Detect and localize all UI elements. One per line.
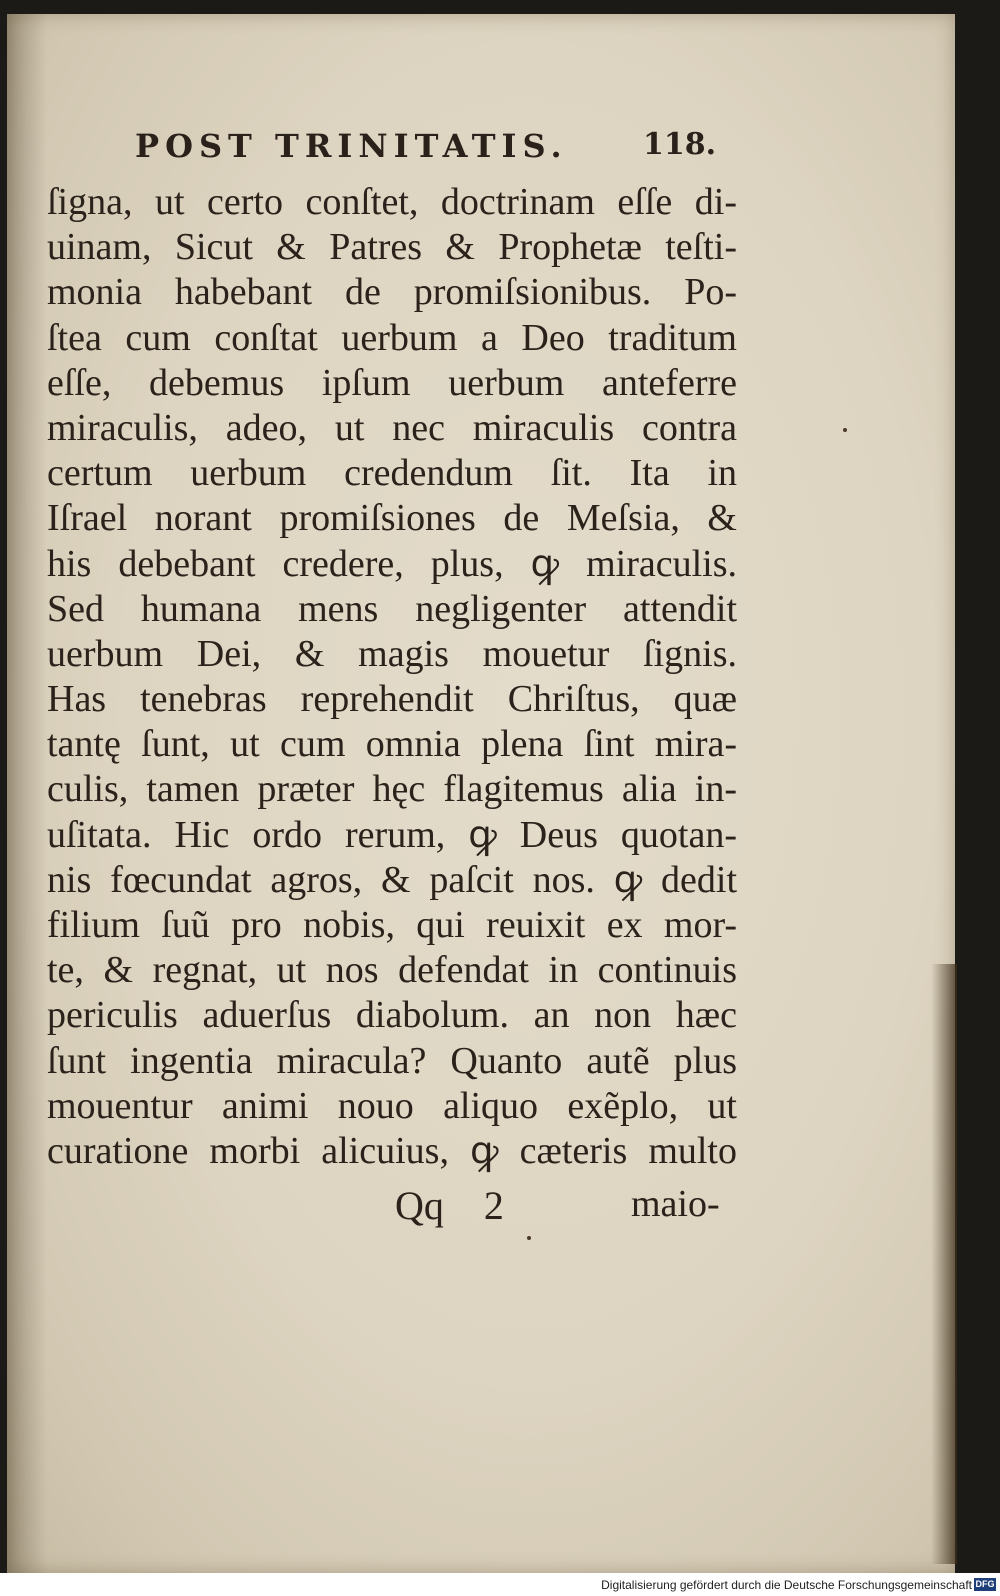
- edge-stain: [931, 964, 957, 1564]
- text-line: uſitata. Hic ordo rerum, ꝙ Deus quotan-: [47, 813, 737, 856]
- text-line: ſunt ingentia miracula? Quanto autẽ plus: [47, 1039, 737, 1082]
- dfg-logo: DFG: [975, 1579, 995, 1589]
- digitization-credit: Digitalisierung gefördert durch die Deutsche Forschungsgemeinschaft: [601, 1578, 972, 1592]
- text-line: filium ſuũ pro nobis, qui reuixit ex mor-: [47, 904, 737, 946]
- text-line: Sed humana mens negligenter attendit: [47, 587, 737, 630]
- text-line: mouentur animi nouo aliquo exẽplo, ut: [47, 1084, 737, 1127]
- text-line: culis, tamen præter hęc flagitemus alia in-: [47, 768, 737, 811]
- text-line: te, & regnat, ut nos defendat in continuis: [47, 949, 737, 992]
- book-page: [7, 14, 955, 1573]
- text-line: his debebant credere, plus, ꝙ miraculis.: [47, 542, 737, 585]
- text-line: monia habebant de promiſsionibus. Po-: [47, 271, 737, 314]
- text-line: certum uerbum credendum ſit. Ita in: [47, 452, 737, 495]
- text-line: Iſrael norant promiſsiones de Meſsia, &: [47, 497, 737, 540]
- text-line: tantę ſunt, ut cum omnia plena ſint mira-: [47, 723, 737, 766]
- folio-number: 118.: [643, 127, 717, 162]
- text-line: uinam, Sicut & Patres & Prophetæ teſti-: [47, 226, 737, 269]
- ink-speck: [843, 428, 847, 432]
- text-line: curatione morbi alicuius, ꝙ cæteris multo: [47, 1129, 737, 1172]
- text-line: eſſe, debemus ipſum uerbum anteferre: [47, 361, 737, 404]
- text-line: uerbum Dei, & magis mouetur ſignis.: [47, 632, 737, 675]
- text-line: nis fœcundat agros, & paſcit nos. ꝙ dedit: [47, 858, 737, 901]
- catchword: maio-: [631, 1183, 720, 1225]
- text-line: periculis aduerſus diabolum. an non hæc: [47, 994, 737, 1037]
- text-line: miraculis, adeo, ut nec miraculis contra: [47, 406, 737, 449]
- gutter-shadow: [7, 14, 47, 1573]
- ink-speck: [527, 1236, 531, 1240]
- text-line: Has tenebras reprehendit Chriſtus, quæ: [47, 678, 737, 721]
- text-line: ſigna, ut certo conſtet, doctrinam eſſe di-: [47, 181, 737, 223]
- running-head: POST TRINITATIS.: [135, 127, 568, 165]
- body-text: [47, 180, 737, 1174]
- text-line: ſtea cum conſtat uerbum a Deo traditum: [47, 316, 737, 359]
- signature-mark: Qq 2: [395, 1183, 504, 1228]
